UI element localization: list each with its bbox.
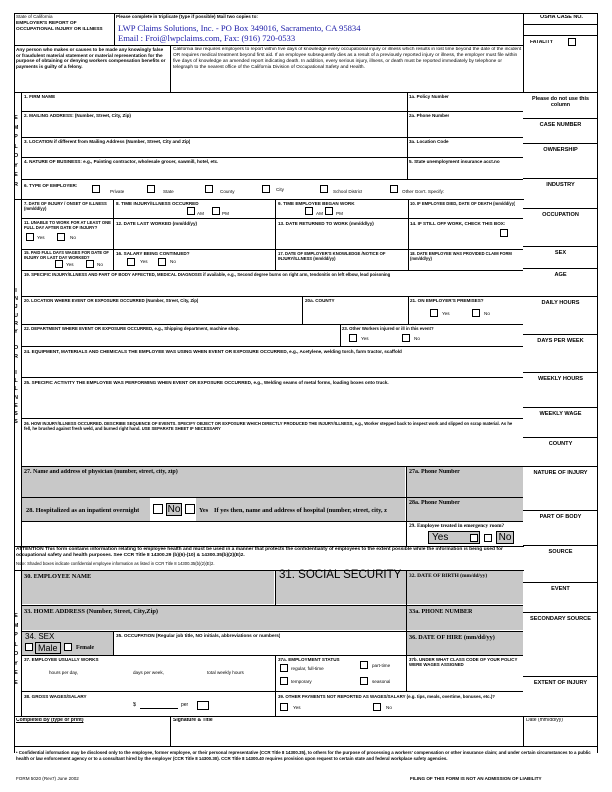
coding-box-sex: SEX [554, 250, 567, 256]
private-checkbox[interactable] [92, 185, 100, 193]
part-time-checkbox[interactable] [360, 661, 368, 669]
field-26-label: 26. HOW INJURY/ILLNESS OCCURRED. DESCRIBE SEQUENCE OF EVENTS. SPECIFY OBJECT OR EXPOSURE WHICH DIRECTLY PRODUCED THE INJURY/ILLNESS, e.g., Worker stepped back to inspect work and slipped on scrap material. As he fell, he brushed against fresh weld, and burned right hand. USE SEPARATE SHEET IF NECESSARY [24, 421, 513, 432]
coding-entry-1[interactable] [524, 130, 597, 142]
field-21-label: 21. ON EMPLOYER'S PREMISES? [410, 298, 484, 303]
field-15-label: 15. PAID FULL DAYS WAGES FOR DATE OF INJURY OR LAST DAY WORKED? [24, 250, 109, 260]
shaded-note: Note: Shaded boxes indicate confidential employee information as listed in CCR Title 8 14300.35(b)(2)(E)2. [16, 561, 215, 566]
osha-case-label: OSHA CASE NO. [540, 15, 583, 20]
seasonal-checkbox[interactable] [360, 677, 368, 685]
salary-yes-label: Yes [140, 259, 148, 264]
paid-no-checkbox[interactable] [86, 260, 94, 268]
state-checkbox[interactable] [147, 185, 155, 193]
dollar-sign: $ [133, 702, 137, 708]
coding-box-secondary-source: SECONDARY SOURCE [530, 616, 591, 622]
field-33a-label: 33a. PHONE NUMBER [409, 608, 473, 615]
field-17-label: 17. DATE OF EMPLOYER'S KNOWLEDGE /NOTICE OF INJURY/ILLNESS (mm/dd/yy) [278, 251, 386, 261]
other-workers-yes-label: Yes [361, 336, 369, 341]
field-36-label: 36. DATE OF HIRE (mm/dd/yy) [409, 634, 495, 641]
field-9-label: 9. TIME EMPLOYEE BEGAN WORK [278, 201, 355, 206]
coding-box-age: AGE [554, 272, 567, 278]
field-16-label: 16. SALARY BEING CONTINUED? [116, 251, 190, 256]
total-weekly-hours-label: total weekly hours [207, 670, 244, 675]
coding-entry-8[interactable] [524, 346, 597, 371]
coding-entry-14[interactable] [524, 557, 597, 581]
time-occurred-am-checkbox[interactable] [187, 207, 195, 215]
coding-box-ownership: OWNERSHIP [543, 147, 578, 153]
coding-entry-9[interactable] [524, 384, 597, 406]
field-3-label: 3. LOCATION if different from Mailing Address (Number, Street, City and Zip) [24, 139, 191, 144]
field-4-label: 4. NATURE OF BUSINESS: e.g., Painting contractor, wholesale grocer, sawmill, hotel, etc. [24, 159, 219, 164]
unable-yes-checkbox[interactable] [26, 233, 34, 241]
temporary-checkbox[interactable] [280, 677, 288, 685]
other-payments-yes-checkbox[interactable] [280, 703, 288, 711]
field-37a-label: 37a. EMPLOYMENT STATUS [278, 657, 340, 662]
coding-box-occupation: OCCUPATION [542, 212, 579, 218]
premises-no-label: No [484, 311, 490, 316]
unable-no-checkbox[interactable] [57, 233, 65, 241]
firm-name-input[interactable] [24, 100, 404, 110]
field-32-label: 32. DATE OF BIRTH (mm/dd/yy) [409, 573, 488, 579]
male-label: Male [35, 642, 61, 654]
mail-email-line: Email : Froi@lwpclaims.com, Fax: (916) 720-0533 [118, 33, 296, 43]
confidentiality-footnote: • Confidential information may be disclosed only to the employee, former employee, or their personal representative (CCR Title 8 14300.35), to others for the purpose of processing a workers' compensation or other insurance claim; and under certain circumstances to a public health or law enforcement agency or to a consultant hired by the employer (CCR Title 8 14300.30). CCR Title 8 14300.40 requires provision upon request to certain state and federal workplace safety agencies. [16, 750, 591, 761]
male-checkbox[interactable] [25, 643, 33, 651]
premises-yes-label: Yes [442, 311, 450, 316]
coding-box-daily-hours: DAILY HOURS [541, 300, 580, 306]
paid-no-label: No [97, 262, 103, 267]
coding-entry-10[interactable] [524, 419, 597, 436]
other-workers-yes-checkbox[interactable] [349, 334, 357, 342]
field-38-label: 38. GROSS WAGES/SALARY [24, 694, 87, 699]
other-payments-yes-label: Yes [293, 705, 301, 710]
city-label: City [276, 187, 284, 192]
field-6-label: 6. TYPE OF EMPLOYER: [24, 183, 78, 188]
er-no-label: No [496, 531, 514, 544]
field-1-label: 1. FIRM NAME [24, 94, 56, 99]
side-label-injury: I N J U R Y O R I L L N E S S [13, 288, 19, 426]
field-37-label: 37. EMPLOYEE USUALLY WORKS [24, 657, 99, 662]
field-25-label: 25. SPECIFIC ACTIVITY THE EMPLOYEE WAS PERFORMING WHEN EVENT OR EXPOSURE OCCURRED, e.g., Welding seams of metal forms, loading boxes onto truck. [24, 380, 389, 385]
field-18-label: 18. DATE EMPLOYEE WAS PROVIDED CLAIM FORM (mm/dd/yy) [410, 251, 512, 261]
er-yes-checkbox[interactable] [470, 534, 478, 542]
coding-box-industry: INDUSTRY [546, 182, 575, 188]
coding-box-part-of-body: PART OF BODY [539, 514, 582, 520]
premises-yes-checkbox[interactable] [430, 309, 438, 317]
coding-box-days-per-week: DAYS PER WEEK [537, 338, 584, 344]
field-39-label: 39. OTHER PAYMENTS NOT REPORTED AS WAGES/SALARY (e.g. tips, meals, overtime, bonuses, etc.)? [278, 694, 495, 699]
salary-yes-checkbox[interactable] [127, 258, 135, 266]
county-employer-label: County [220, 189, 235, 194]
coding-box-extent-of-injury: EXTENT OF INJURY [533, 680, 588, 686]
field-30-label: 30. EMPLOYEE NAME [24, 573, 92, 580]
field-27a-label: 27a. Phone Number [409, 469, 460, 475]
private-label: Private [110, 189, 125, 194]
form-title: EMPLOYER'S REPORT OF OCCUPATIONAL INJURY OR ILLNESS [16, 21, 103, 32]
state-label: State of California [16, 14, 53, 19]
field-11-label: 11. UNABLE TO WORK FOR AT LEAST ONE FULL DAY AFTER DATE OF INJURY? [24, 220, 111, 231]
hospitalized-yes-label: Yes [199, 507, 209, 514]
hospitalized-yes-checkbox[interactable] [185, 504, 195, 514]
school-district-checkbox[interactable] [320, 185, 328, 193]
coding-entry-0[interactable] [524, 104, 597, 117]
pm-label-8: PM [222, 211, 229, 216]
field-34-label: 34. SEX [25, 632, 55, 641]
regular-fulltime-checkbox[interactable] [280, 664, 288, 672]
coding-box-nature-of-injury: NATURE OF INJURY [533, 470, 588, 476]
coding-entry-6[interactable] [524, 280, 597, 295]
coding-entry-11[interactable] [524, 449, 597, 465]
am-label-9: AM [316, 211, 323, 216]
other-payments-no-checkbox[interactable] [373, 703, 381, 711]
completed-by-label: Completed By (type or print) [16, 718, 84, 723]
coding-box-case-number: CASE NUMBER [539, 122, 582, 128]
field-35-label: 35. OCCUPATION (Regular job title, NO initials, abbreviations or numbers) [116, 633, 281, 638]
field-14-label: 14. IF STILL OFF WORK, CHECK THIS BOX: [410, 221, 506, 226]
coding-box-weekly-wage: WEEKLY WAGE [539, 411, 582, 417]
part-time-label: part-time [372, 663, 391, 668]
field-27-label: 27. Name and address of physician (number, street, city, zip) [24, 469, 178, 475]
felony-warning: Any person who makes or causes to be made any knowingly false or fraudulent material statement or material representation for the purpose of obtaining or denying workers compensation benefits or payments is guilty of a felony. [16, 47, 166, 70]
unable-no-label: No [70, 235, 76, 240]
still-off-work-checkbox[interactable] [500, 229, 508, 237]
paid-yes-checkbox[interactable] [55, 260, 63, 268]
hospitalized-no-checkbox[interactable] [153, 504, 163, 514]
paid-yes-label: Yes [66, 262, 74, 267]
er-no-checkbox[interactable] [484, 534, 492, 542]
seasonal-label: seasonal [372, 679, 391, 684]
days-per-week-label: days per week, [133, 670, 164, 675]
regular-fulltime-label: regular, full-time [291, 666, 324, 671]
female-label: Female [76, 645, 95, 651]
field-10-label: 10. IF EMPLOYEE DIED, DATE OF DEATH (mm/dd/yy) [410, 201, 516, 206]
mail-address-line: LWP Claims Solutions, Inc. - PO Box 349016, Sacramento, CA 95834 [118, 23, 361, 33]
field-12-label: 12. DATE LAST WORKED (mm/dd/yy) [116, 221, 198, 226]
female-checkbox[interactable] [64, 643, 72, 651]
field-3a-label: 3a. Location Code [409, 139, 449, 144]
coding-box-weekly-hours: WEEKLY HOURS [537, 376, 584, 382]
coding-box-source: SOURCE [548, 549, 573, 555]
liability-disclaimer: FILING OF THIS FORM IS NOT AN ADMISSION OF LIABILITY [410, 776, 542, 781]
field-23-label: 23. Other Workers injured or ill in this event? [342, 326, 434, 331]
coding-entry-5[interactable] [524, 258, 597, 267]
unable-yes-label: Yes [37, 235, 45, 240]
date-label: Date (mm/dd/yy) [526, 718, 563, 723]
coding-box-please-do-not-use-this-column: Please do not use this column [532, 96, 589, 109]
salary-no-label: No [170, 259, 176, 264]
field-37b-label: 37b. UNDER WHAT CLASS CODE OF YOUR POLICY WERE WAGES ASSIGNED [409, 657, 518, 668]
other-gov-label: Other Gov't. Specify: [402, 189, 445, 194]
coding-entry-17[interactable] [524, 688, 597, 715]
am-label-8: AM [197, 211, 204, 216]
coding-entry-13[interactable] [524, 522, 597, 544]
attention-text: ATTENTION This form contains information relating to employee health and must be used in a manner that protects the confidentiality of employees to the extent possible while the information is being used for occupational safety and health purposes. See CCR Title 8 14300.29 (b)(6)-(10) & 14300.35(b)(2)(E)2. [16, 547, 503, 558]
coding-entry-12[interactable] [524, 478, 597, 509]
fatality-checkbox[interactable] [568, 38, 576, 46]
began-work-am-checkbox[interactable] [305, 207, 313, 215]
field-5-label: 5. State unemployment insurance acct.no [409, 159, 500, 164]
field-20-label: 20. LOCATION WHERE EVENT OR EXPOSURE OCCURRED (Number, Street, City, Zip) [24, 298, 199, 303]
field-24-label: 24. EQUIPMENT, MATERIALS AND CHEMICALS THE EMPLOYEE WAS USING WHEN EVENT OR EXPOSURE OCCURRED, e.g., Acetylene, welding torch, farm tractor, scaffold [24, 349, 402, 354]
triplicate-note: Please complete in triplicate (type if possible) Mail two copies to: [116, 14, 258, 19]
temporary-label: temporary [291, 679, 312, 684]
law-requirement-text: California law requires employers to report within five days of knowledge every occupational injury or illness which results in lost time beyond the date of the incident OR requires medical treatment beyond first aid. If an employee subsequently dies as a result of a previously reported injury or illness, the employer must file within five days of knowledge an amended report indicating death. In addition, every serious injury, illness, or death must be reported immediately by telephone or telegraph to the nearest office of the California Division of Occupational Safety and Health. [173, 47, 522, 71]
per-label: per [181, 703, 189, 708]
state-employer-label: State [163, 189, 174, 194]
er-yes-label: Yes [428, 531, 480, 544]
form-number: FORM 5020 (Rev7) June 2002 [16, 776, 79, 781]
coding-entry-7[interactable] [524, 308, 597, 333]
field-31-label: 31. SOCIAL SECURITY [279, 569, 402, 581]
field-22-label: 22. DEPARTMENT WHERE EVENT OR EXPOSURE OCCURRED, e.g., Shipping department, machine shop. [24, 326, 240, 331]
field-28a-label: 28a. Phone Number [409, 500, 460, 506]
fatality-label: FATALITY [530, 40, 554, 45]
field-20a-label: 20a. COUNTY [305, 298, 335, 303]
coding-entry-16[interactable] [524, 624, 597, 675]
other-workers-no-label: No [414, 336, 420, 341]
other-payments-no-label: No [386, 705, 392, 710]
field-19-label: 19. SPECIFIC INJURY/ILLNESS AND PART OF BODY AFFECTED, MEDICAL DIAGNOSIS if available, e.g., Second degree burns on right arm, tendonitis on left elbow, lead poisoning [24, 272, 391, 277]
pm-label-9: PM [336, 211, 343, 216]
coding-box-event: EVENT [551, 586, 570, 592]
county-checkbox[interactable] [205, 185, 213, 193]
coding-box-county: COUNTY [548, 441, 573, 447]
school-district-label: School District [333, 189, 363, 194]
field-28-label: 28. Hospitalized as an inpatient overnight [26, 507, 140, 514]
field-7-label: 7. DATE OF INJURY / ONSET OF ILLNESS (mm/dd/yy) [24, 201, 107, 212]
field-2a-label: 2a. Phone Number [409, 113, 450, 118]
coding-entry-4[interactable] [524, 220, 597, 245]
field-29-label: 29. Employee treated in emergency room? [409, 523, 505, 529]
hours-per-day-label: hours per day, [49, 670, 79, 675]
hospitalized-no-label: No [167, 504, 181, 515]
signature-label: Signature & Title [173, 718, 213, 723]
side-label-employee: E M P L O Y E E [13, 613, 19, 686]
city-checkbox[interactable] [262, 185, 270, 193]
field-1a-label: 1a. Policy Number [409, 94, 449, 99]
other-gov-checkbox[interactable] [390, 185, 398, 193]
other-workers-no-checkbox[interactable] [402, 334, 410, 342]
field-13-label: 13. DATE RETURNED TO WORK (mm/dd/yy) [278, 221, 374, 226]
began-work-pm-checkbox[interactable] [325, 207, 333, 215]
field-8-label: 8. TIME INJURY/ILLNESS OCCURRED [116, 201, 199, 206]
field-2-label: 2. MAILING ADDRESS: (Number, Street, City, Zip) [24, 113, 131, 118]
field-33-label: 33. HOME ADDRESS (Number, Street, City,Zip) [24, 608, 159, 615]
coding-entry-3[interactable] [524, 190, 597, 207]
premises-no-checkbox[interactable] [472, 309, 480, 317]
hospital-address-label: If yes then, name and address of hospital (number, street, city, z [214, 507, 387, 514]
side-label-employer: E M P L O Y E R [13, 115, 19, 188]
per-period-input[interactable] [197, 701, 209, 710]
coding-entry-2[interactable] [524, 155, 597, 177]
salary-no-checkbox[interactable] [158, 258, 166, 266]
coding-entry-15[interactable] [524, 594, 597, 611]
time-occurred-pm-checkbox[interactable] [212, 207, 220, 215]
